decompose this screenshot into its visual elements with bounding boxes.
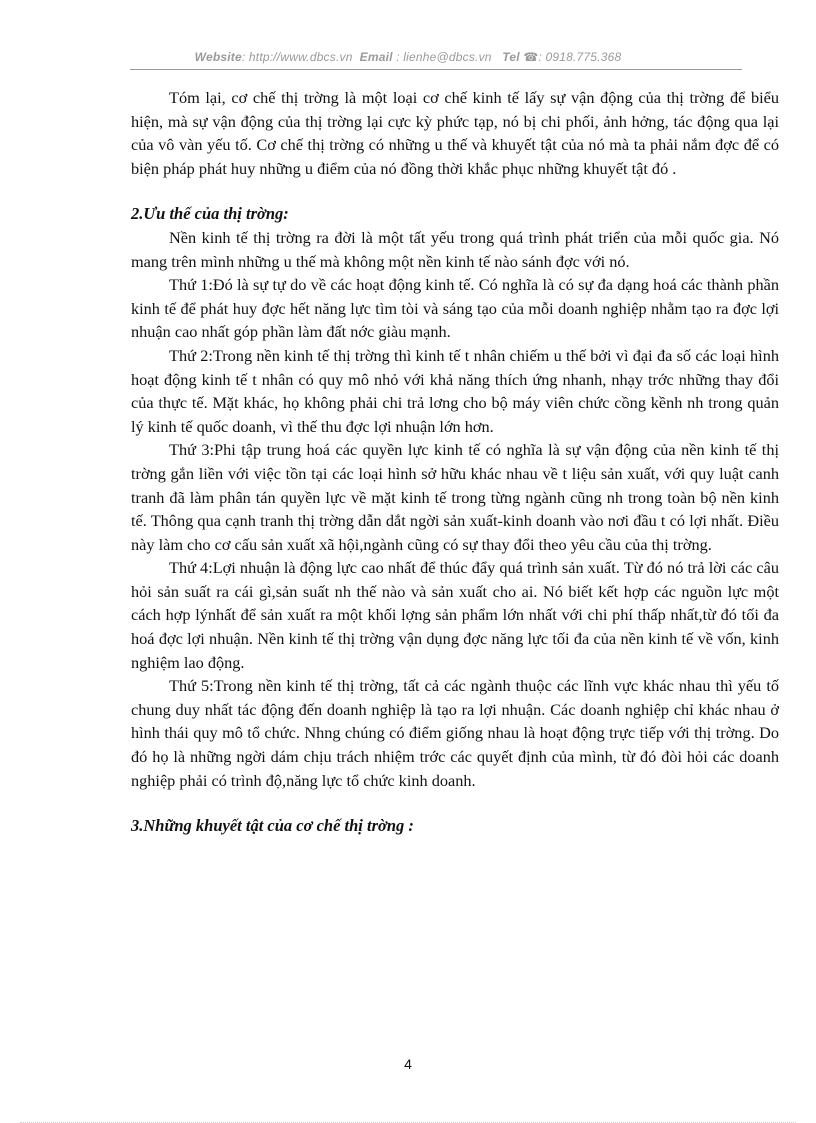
email-value: : lienhe@dbcs.vn bbox=[396, 50, 492, 64]
thu-3-paragraph: Thứ 3:Phi tập trung hoá các quyền lực kinh tế có nghĩa là sự vận động của nền kinh tế thị trờng gắn liền với việc tồn tại các loại hình sở hữu khác nhau về t liệu sản xuất, với quy luật canh tranh đã làm phân tán quyền lực về mặt kinh tế trong từng ngành cũng nh trong toàn bộ nền kinh tế. Thông qua cạnh tranh thị trờng dẫn dắt ngời sản xuất-kinh doanh vào nơi đầu t có lợi nhất. Điều này làm cho cơ cấu sản xuất xã hội,ngành cũng có sự thay đổi theo yêu cầu của thị trờng. bbox=[131, 440, 779, 554]
tel-value: ☎: 0918.775.368 bbox=[523, 50, 622, 64]
document-body bbox=[131, 86, 779, 838]
tel-label: Tel bbox=[502, 50, 520, 64]
thu-2-paragraph: Thứ 2:Trong nền kinh tế thị trờng thì kinh tế t nhân chiếm u thế bởi vì đại đa số các loại hình hoạt động kinh tế t nhân có quy mô nhỏ với khả năng thích ứng nhanh, nhạy trớc những thay đổi của thực tế. Mặt khác, họ không phải chi trả lơng cho bộ máy viên chức cồng kềnh nh trong quản lý kinh tế quốc doanh, vì thế thu đợc lợi nhuận lớn hơn. bbox=[131, 345, 779, 436]
section-heading-3: 3.Những khuyết tật của cơ chế thị trờng : bbox=[131, 816, 414, 836]
thu-4-paragraph: Thứ 4:Lợi nhuận là động lực cao nhất để thúc đẩy quá trình sản xuất. Từ đó nó trả lời các câu hỏi sản suất ra cái gì,sản suất nh thế nào và sản xuất cho ai. Nó biết kết hợp các nguồn lực một cách hợp lýnhất để sản xuất ra một khối lợng sản phẩm lớn nhất với chi phí thấp nhất,từ đó tối đa hoá đợc lợi nhuận. Nền kinh tế thị trờng vận dụng đợc năng lực tối đa của nền kinh tế về vốn, kinh nghiệm lao động. bbox=[131, 558, 779, 672]
uu-the-paragraph: Nền kinh tế thị trờng ra đời là một tất yếu trong quá trình phát triển của mỗi quốc gia. Nó mang trên mình những u thế mà không một nền kinh tế nào sánh đợc với nó. bbox=[131, 227, 779, 271]
website-label: Website bbox=[194, 50, 242, 64]
intro-paragraph: Tóm lại, cơ chế thị trờng là một loại cơ chế kinh tế lấy sự vận động của thị trờng để biểu hiện, mà sự vận động của thị trờng lại cực kỳ phức tạp, nó bị chi phối, ảnh hởng, tác động qua lại của vô vàn yếu tố. Cơ chế thị trờng có những u thế và khuyết tật của nó mà ta phải nắm đợc để có biện pháp phát huy những u điểm của nó đồng thời khắc phục những khuyết tật đó . bbox=[131, 88, 779, 178]
email-label: Email bbox=[359, 50, 393, 64]
page-number: 4 bbox=[404, 1056, 412, 1072]
header-divider bbox=[130, 69, 742, 70]
page-header bbox=[0, 50, 816, 64]
section-heading-2: 2.Ưu thế của thị trờng: bbox=[131, 204, 289, 224]
thu-5-paragraph: Thứ 5:Trong nền kinh tế thị trờng, tất cả các ngành thuộc các lĩnh vực khác nhau thì yếu tố chung duy nhất tác động đến doanh nghiệp là tạo ra lợi nhuận. Các doanh nghiệp chỉ khác nhau ở hình thái quy mô tổ chức. Nhng chúng có điểm giống nhau là hoạt động trực tiếp với thị trờng. Do đó họ là những ngời dám chịu trách nhiệm trớc các quyết định của mình, từ đó đòi hỏi các doanh nghiệp phải có trình độ,năng lực tổ chức kinh doanh. bbox=[131, 676, 779, 790]
thu-1-paragraph: Thứ 1:Đó là sự tự do về các hoạt động kinh tế. Có nghĩa là có sự đa dạng hoá các thành phần kinh tế để phát huy đợc hết năng lực tìm tòi và sáng tạo của mỗi doanh nghiệp nhằm tạo ra đợc lợi nhuận cao nhất góp phần làm đất nớc giàu mạnh. bbox=[131, 275, 779, 342]
website-value: : http://www.dbcs.vn bbox=[241, 50, 353, 64]
